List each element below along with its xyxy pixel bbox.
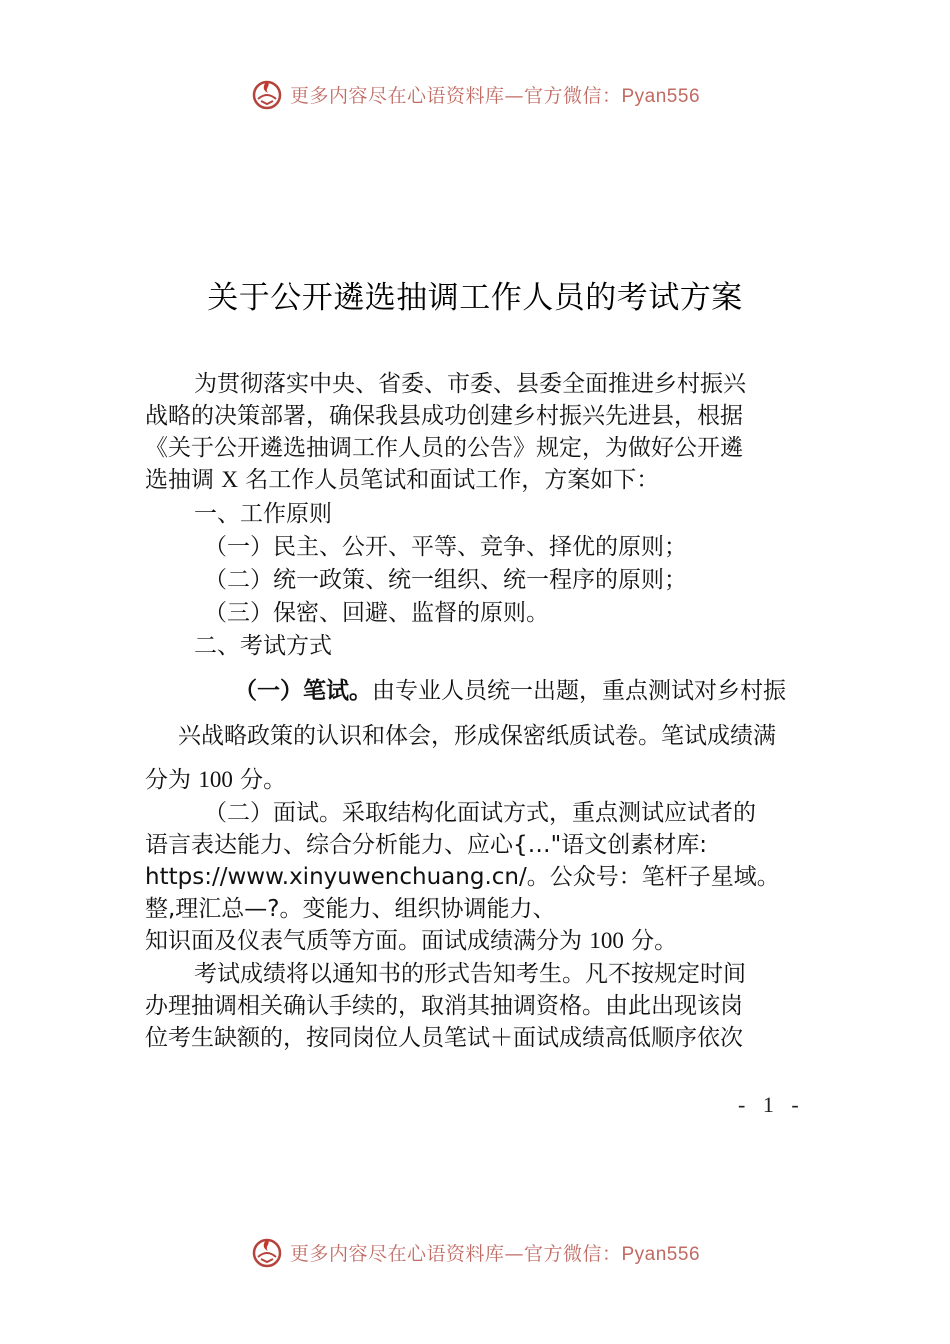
intro-line-4: 选抽调 X 名工作人员笔试和面试工作，方案如下：: [145, 467, 660, 493]
intro-line-3: 《关于公开遴选抽调工作人员的公告》规定，为做好公开遴: [145, 435, 743, 461]
intro-line-2: 战略的决策部署，确保我县成功创建乡村振兴先进县，根据: [145, 403, 743, 429]
flame-book-logo-icon: [250, 1235, 284, 1269]
written-exam-line-3: 分为 100 分。: [145, 767, 287, 793]
interview-line-2: 语言表达能力、综合分析能力、应心{…"语文创素材库:: [145, 832, 707, 858]
watermark-text-bottom: 更多内容尽在心语资料库—官方微信：Pyan556: [289, 1242, 701, 1265]
page-number: - 1 -: [738, 1092, 805, 1117]
wechat-id: Pyan556: [621, 85, 701, 107]
bottom-watermark-banner: [0, 1230, 950, 1274]
flame-book-logo-icon: [250, 77, 284, 111]
interview-line-5: 知识面及仪表气质等方面。面试成绩满分为 100 分。: [145, 928, 678, 954]
section-heading-1: 一、工作原则: [194, 501, 332, 527]
intro-line-1: 为贯彻落实中央、省委、市委、县委全面推进乡村振兴: [194, 371, 746, 397]
section-heading-2: 二、考试方式: [194, 633, 332, 659]
written-exam-line-1: （一）笔试。由专业人员统一出题，重点测试对乡村振: [234, 678, 786, 704]
results-line-1: 考试成绩将以通知书的形式告知考生。凡不按规定时间: [194, 961, 746, 987]
interview-line-4: 整,理汇总—?。变能力、组织协调能力、: [145, 896, 556, 922]
written-exam-line-2: 兴战略政策的认识和体会，形成保密纸质试卷。笔试成绩满: [178, 723, 776, 749]
wechat-id-bottom: Pyan556: [621, 1243, 701, 1265]
top-watermark-banner: [0, 72, 950, 116]
principle-item-2: （二）统一政策、统一组织、统一程序的原则；: [204, 567, 687, 593]
principle-item-3: （三）保密、回避、监督的原则。: [204, 600, 549, 626]
interview-line-3: https://www.xinyuwenchuang.cn/。公众号：笔杆子星域。: [145, 864, 780, 890]
results-line-3: 位考生缺额的，按同岗位人员笔试＋面试成绩高低顺序依次: [145, 1025, 743, 1051]
results-line-2: 办理抽调相关确认手续的，取消其抽调资格。由此出现该岗: [145, 993, 743, 1019]
principle-item-1: （一）民主、公开、平等、竞争、择优的原则；: [204, 534, 687, 560]
written-exam-label: （一）笔试。: [234, 678, 372, 704]
watermark-text: 更多内容尽在心语资料库—官方微信：Pyan556: [289, 84, 701, 107]
document-title: 关于公开遴选抽调工作人员的考试方案: [207, 280, 743, 316]
interview-line-1: （二）面试。采取结构化面试方式，重点测试应试者的: [204, 800, 756, 826]
